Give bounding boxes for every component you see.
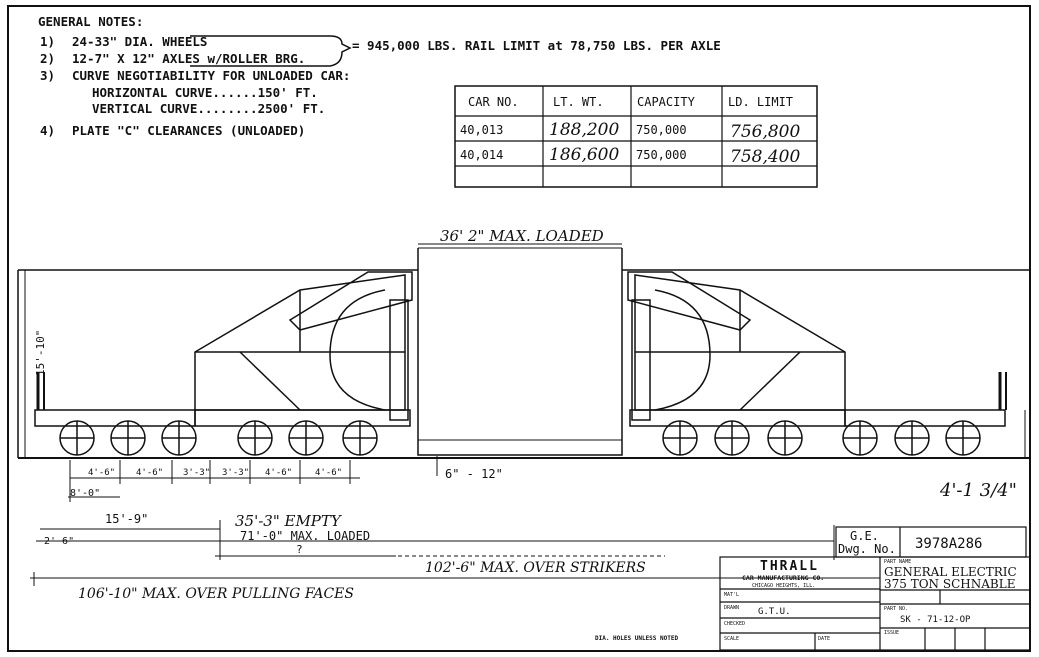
- dimension-lines: [30, 244, 880, 586]
- dim-question: ?: [296, 543, 303, 556]
- dim-spacing-1: 4'-6": [88, 468, 116, 478]
- dim-side-height: 4'-1 3/4": [940, 480, 1017, 501]
- note-2-text: 12-7" X 12" AXLES w/ROLLER BRG.: [72, 51, 306, 66]
- dia-note: DIA. HOLES UNLESS NOTED: [595, 635, 679, 642]
- company-city: CHICAGO HEIGHTS, ILL.: [752, 583, 816, 589]
- note-1-text: 24-33" DIA. WHEELS: [72, 34, 208, 49]
- checked-label: CHECKED: [724, 621, 746, 627]
- table-header-ld-limit: LD. LIMIT: [728, 95, 794, 109]
- table-cell-ld-limit: 758,400: [730, 147, 801, 167]
- date-label: DATE: [818, 636, 831, 642]
- table-cell-lt-wt: 186,600: [549, 145, 620, 165]
- table-header-car-no: CAR NO.: [468, 95, 519, 109]
- drawn-label: DRAWN: [724, 605, 740, 611]
- car-table: [455, 86, 817, 187]
- note-3a-text: HORIZONTAL CURVE......150' FT.: [92, 85, 318, 100]
- note-4-num: 4): [40, 123, 56, 138]
- table-cell-capacity: 750,000: [636, 148, 687, 162]
- table-cell-ld-limit: 756,800: [730, 122, 801, 142]
- table-cell-lt-wt: 188,200: [549, 120, 620, 140]
- company-name: THRALL: [760, 559, 819, 574]
- note-3b-text: VERTICAL CURVE........2500' FT.: [92, 101, 326, 116]
- dim-spacing-5: 4'-6": [265, 468, 293, 478]
- dim-2-6: 2'-6": [44, 536, 75, 547]
- part-name-2: 375 TON SCHNABLE: [884, 577, 1016, 591]
- dim-deck-gap: 6" - 12": [445, 467, 503, 481]
- drawn-by: G.T.U.: [758, 607, 791, 617]
- matl-label: MAT'L: [724, 592, 740, 598]
- dim-empty-35: 35'-3" EMPTY: [235, 512, 341, 530]
- dim-max-loaded-36: 36' 2" MAX. LOADED: [440, 227, 604, 245]
- table-cell-capacity: 750,000: [636, 123, 687, 137]
- issue-label: ISSUE: [884, 630, 900, 636]
- dim-spacing-4: 3'-3": [222, 468, 250, 478]
- note-2-num: 2): [40, 51, 56, 66]
- notes-heading: GENERAL NOTES:: [38, 14, 144, 29]
- ge-label: G.E.: [850, 529, 879, 543]
- part-name-1: GENERAL ELECTRIC: [884, 565, 1017, 579]
- note-1-num: 1): [40, 34, 56, 49]
- dwg-number: 3978A286: [915, 536, 983, 552]
- dim-strikers: 102'-6" MAX. OVER STRIKERS: [425, 560, 646, 576]
- note-3-text: CURVE NEGOTIABILITY FOR UNLOADED CAR:: [72, 68, 351, 83]
- dim-height: 15'-10": [34, 329, 47, 376]
- table-cell-car-no: 40,014: [460, 148, 504, 162]
- car-elevation: [18, 248, 1030, 458]
- part-no-label: PART NO.: [884, 606, 909, 612]
- scale-label: SCALE: [724, 636, 740, 642]
- table-header-lt-wt: LT. WT.: [553, 95, 604, 109]
- dwg-label: Dwg. No.: [838, 542, 896, 556]
- note-3-num: 3): [40, 68, 56, 83]
- dim-spacing-6: 4'-6": [315, 468, 343, 478]
- dim-8-0: 8'-0": [70, 488, 101, 499]
- part-name-label: PART NAME: [884, 559, 912, 565]
- dim-pulling: 106'-10" MAX. OVER PULLING FACES: [78, 586, 354, 602]
- dim-spacing-2: 4'-6": [136, 468, 164, 478]
- note-4-text: PLATE "C" CLEARANCES (UNLOADED): [72, 123, 306, 138]
- dim-loaded-71: 71'-0" MAX. LOADED: [240, 529, 371, 543]
- dim-spacing-3: 3'-3": [183, 468, 211, 478]
- table-cell-car-no: 40,013: [460, 123, 504, 137]
- table-header-capacity: CAPACITY: [637, 95, 695, 109]
- dim-15-9: 15'-9": [105, 512, 149, 526]
- part-no: SK - 71-12-OP: [900, 615, 971, 625]
- company-sub: CAR MANUFACTURING CO.: [742, 574, 825, 582]
- rail-limit-note: = 945,000 LBS. RAIL LIMIT at 78,750 LBS. PER AXLE: [352, 38, 721, 53]
